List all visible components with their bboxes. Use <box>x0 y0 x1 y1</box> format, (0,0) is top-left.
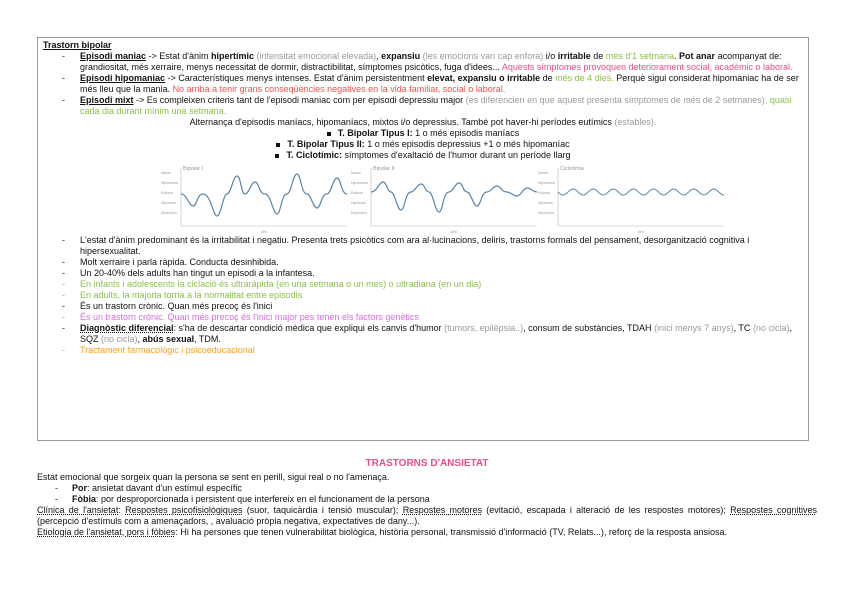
svg-text:Eutimia: Eutimia <box>161 191 173 195</box>
svg-text:Mania: Mania <box>351 171 361 175</box>
chart-bipolar-1 <box>161 162 351 234</box>
svg-text:Hipotimia: Hipotimia <box>351 201 366 205</box>
type-2: T. Bipolar Tipus II: 1 o més episodis depressius +1 o més hipomaníac <box>43 139 803 150</box>
mood-charts <box>43 162 803 235</box>
svg-text:Mania: Mania <box>538 171 548 175</box>
svg-text:Depresión: Depresión <box>351 211 367 215</box>
chart-title: Bipolar I <box>183 166 204 172</box>
bipolar-2-line <box>371 182 537 212</box>
bipolar-section <box>37 37 809 441</box>
anxiety-section <box>37 458 817 538</box>
clinica-text: Clínica de l'ansietat: Respostes psicofisiològiques (suor, taquicàrdia i tensió muscular); Respostes motores (evitació, escapada i alteració de les respostes motores); Respostes cognitives (percepció d'estímuls com a amenaçadors, , avaluació pròpia negativa, expectatives de dany...). <box>37 505 817 526</box>
anxiety-intro: Estat emocional que sorgeix quan la persona se sent en perill, sigui real o no l'amenaça. <box>37 472 390 482</box>
section-title: Trastorn bipolar <box>43 40 112 50</box>
list-item: - En adults, la majoria torna a la normalitat entre episodis <box>62 290 303 300</box>
bipolar-1-line <box>181 174 347 216</box>
svg-text:Eutimia: Eutimia <box>351 191 363 195</box>
svg-text:Depresión: Depresión <box>161 211 177 215</box>
ciclotimia-line <box>558 189 724 195</box>
list-item: - L'estat d'ànim predominant és la irritabilitat i negatiu. Presenta trets psicòtics com ara al·lucinacions, deliris, trastorns formals del pensament, desorganització cognitiva i hipersexualitat. <box>62 235 750 256</box>
svg-text:Depresión: Depresión <box>538 211 554 215</box>
svg-text:Hipotimia: Hipotimia <box>538 201 553 205</box>
type-3: T. Ciclotímic: símptomes d'exaltació de l'humor durant un període llarg <box>43 150 803 161</box>
list-item: - En infants i adolescents la ciclació és ultraràpida (en una setmana o un mes) o ultradiana (en un dia) <box>62 279 482 289</box>
chart-title: Ciclotimia <box>560 166 584 172</box>
svg-text:Hipomanía: Hipomanía <box>161 181 178 185</box>
svg-text:Mania: Mania <box>161 171 171 175</box>
type-1: T. Bipolar Tipus I: 1 o més episodis maníacs <box>43 128 803 139</box>
list-item-mixt: - Episodi mixt -> Es compleixen criteris tant de l'episodi maniac com per episodi depressiu major (es diferencien en que aquest presenta símptomes de més de 2 setmanes), quasi cada dia durant mínim una setmana. <box>62 95 792 116</box>
chart-ciclotimia <box>538 162 728 234</box>
svg-text:Hipomanía: Hipomanía <box>538 181 555 185</box>
alternanca-text: Alternança d'episodis maníacs, hipomaníacs, mixtos i/o depressius. També pot haver-hi períodes eutímics (estables). <box>189 117 657 127</box>
svg-text:Eutimia: Eutimia <box>538 191 550 195</box>
list-item-fobia: - Fòbia: por desproporcionada i persistent que interfereix en el funcionament de la persona <box>55 494 430 504</box>
svg-text:Hipotimia: Hipotimia <box>161 201 176 205</box>
list-item-hipomaniac: - Episodi hipomaniac -> Característiques menys intenses. Estat d'ànim persistentment elevat, expansiu o irritable de més de 4 dies. Perquè sigui considerat hipomaniac ha de ser més lleu que la mania. No arriba a tenir grans conseqüències negatives en la vida familiar, social o laboral. <box>62 73 799 94</box>
list-item-por: - Por: ansietat davant d'un estímul específic <box>55 483 242 493</box>
list-item-tractament: - Tractament farmacològic i psicoeducacional <box>62 345 255 355</box>
list-item: - És un trastorn crònic. Quan més precoç és l'inici <box>62 301 273 311</box>
list-item: - Molt xerraire i parla ràpida. Conducta desinhibida. <box>62 257 279 267</box>
anxiety-heading: TRASTORNS D'ANSIETAT <box>365 458 489 469</box>
chart-bipolar-2 <box>351 162 541 234</box>
list-item: - Un 20-40% dels adults han tingut un episodi a la infantesa. <box>62 268 315 278</box>
svg-text:Hipomanía: Hipomanía <box>351 181 368 185</box>
etiologia-text: Etiologia de l'ansietat, pors i fòbies: Hi ha persones que tenen vulnerabilitat biològica, història personal, transmissió d'informació (TV, Relats...), reforç de la resposta ansiosa. <box>37 527 727 537</box>
list-item-maniac: - Episodi maniac -> Estat d'ànim hipertímic (intensitat emocional elevada), expansiu (les emocions van cap enfora) i/o irritable de més d'1 setmana. Pot anar acompanyat de: grandiositat, més xerraire, menys necessitat de dormir, distractibilitat, símptomes psicòtics, fuga d'idees... Aquests símptomes provoquen deteriorament social, acadèmic o laboral. <box>62 51 793 72</box>
svg-text:Año: Año <box>451 230 458 234</box>
list-item: - És un trastorn crònic. Quan més precoç és l'inici major pes tenen els factors genètics <box>62 312 419 322</box>
svg-text:Año: Año <box>638 230 645 234</box>
list-item-diagnostic: - Diagnòstic diferencial: s'ha de descartar condició mèdica que expliqui els canvis d'humor (tumors, epilèpsia..), consum de substàncies, TDAH (inici menys 7 anys), TC (no cicla), SQZ (no cicla), abús sexual, TDM. <box>62 323 792 344</box>
chart-title: Bipolar II <box>373 166 395 172</box>
svg-text:Año: Año <box>261 230 268 234</box>
